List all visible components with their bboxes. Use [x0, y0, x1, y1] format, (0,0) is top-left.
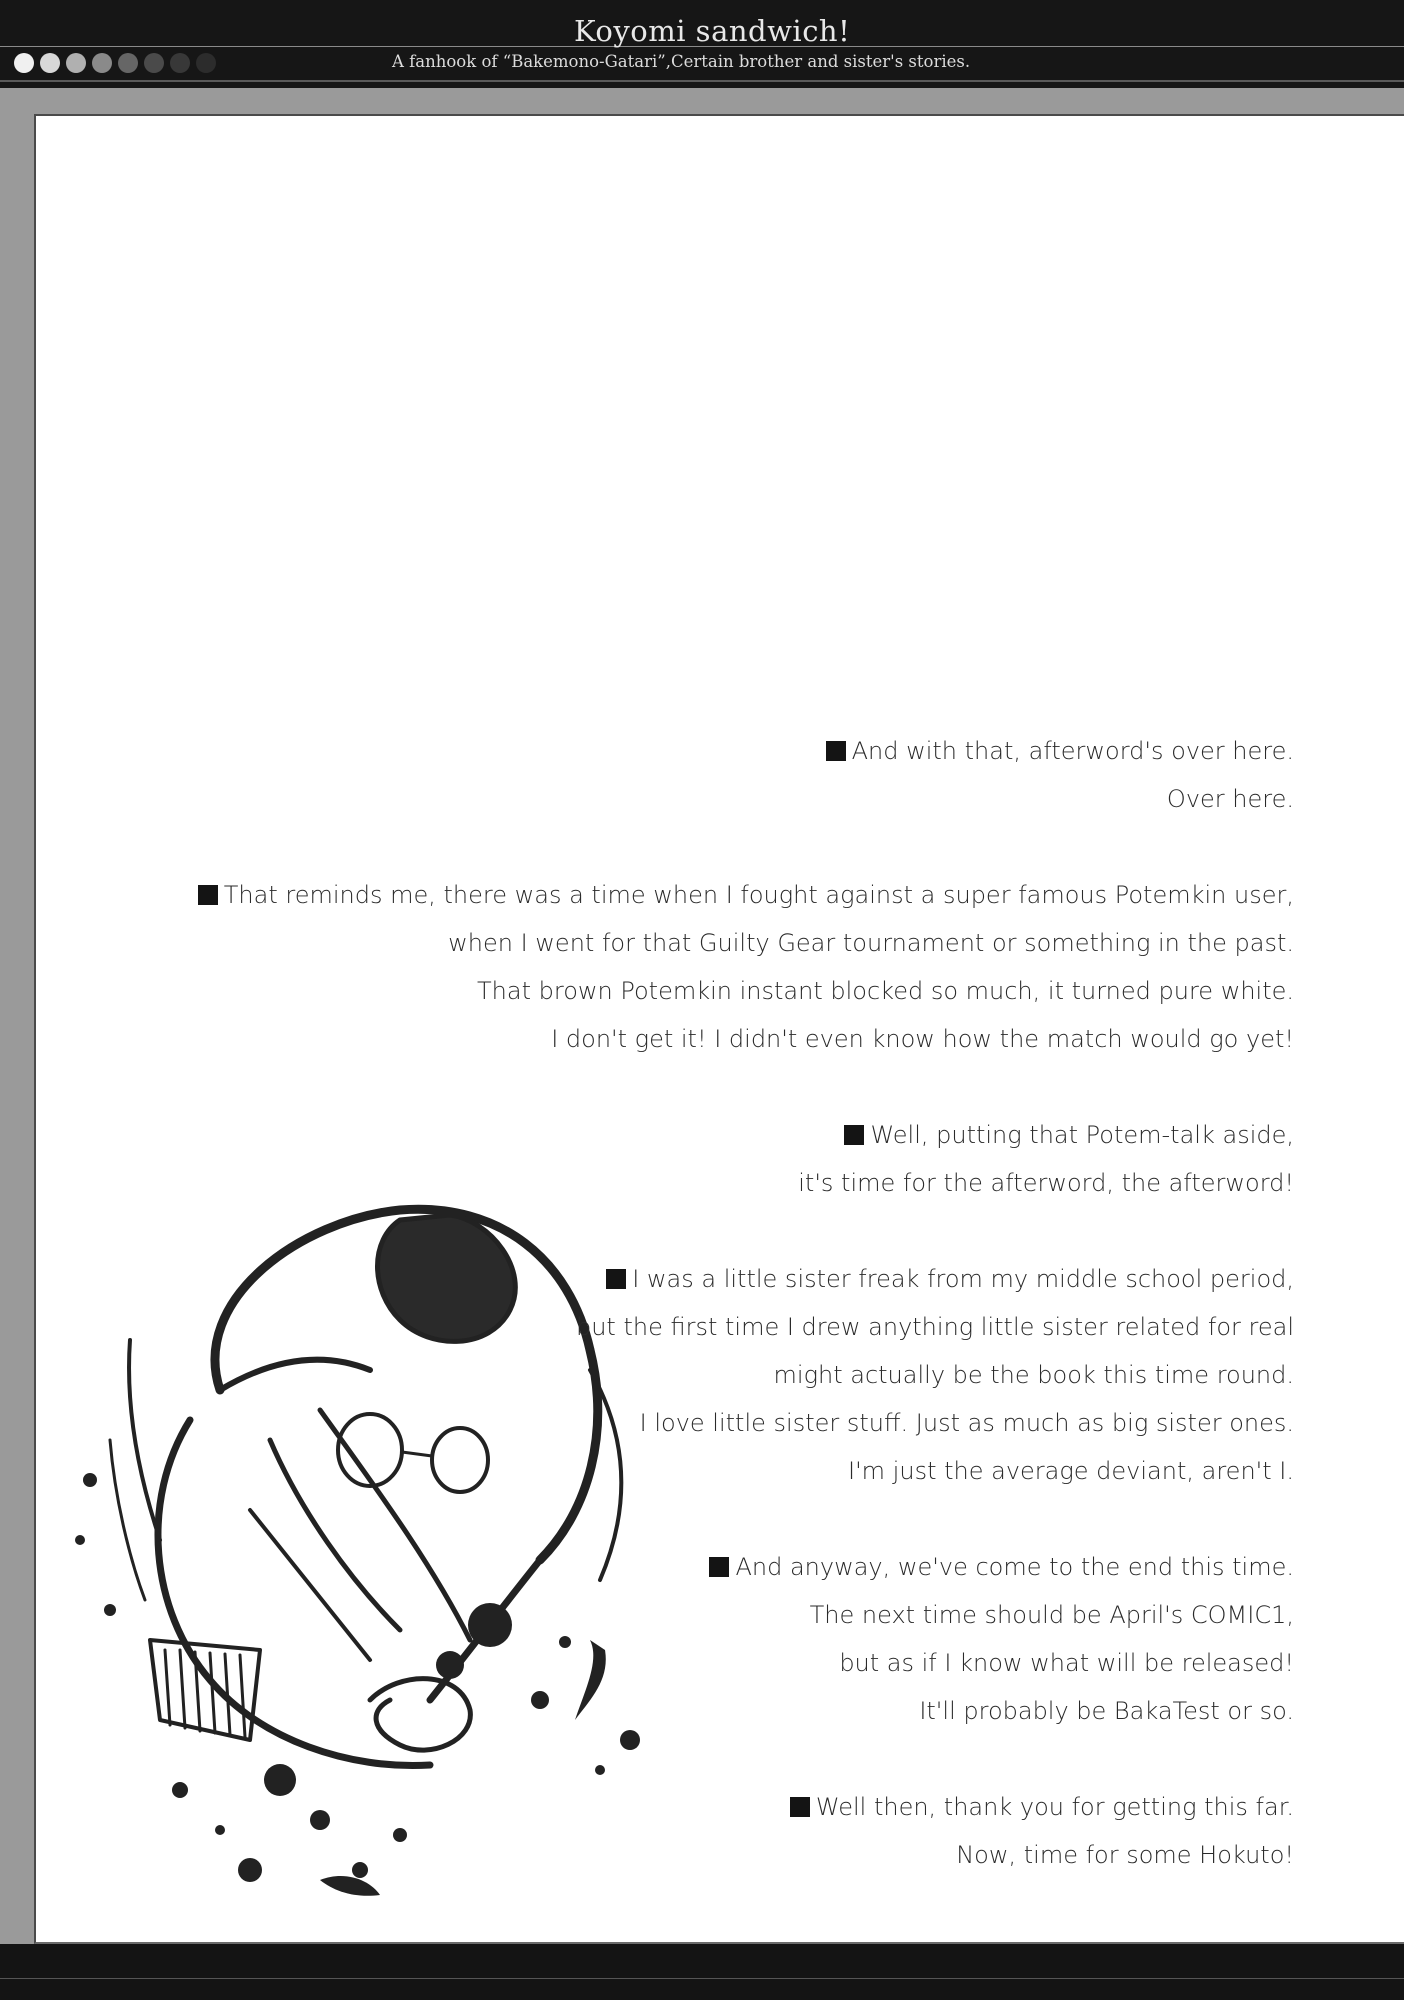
afterword-paragraph: [154, 727, 1294, 823]
afterword-line: [154, 1783, 1294, 1831]
afterword-line-text: when I went for that Guilty Gear tournament or something in the past.: [448, 929, 1294, 957]
afterword-line: [154, 871, 1294, 919]
header-rule-lower: [0, 80, 1404, 82]
afterword-line-text: The next time should be April's COMIC1,: [809, 1601, 1294, 1629]
square-bullet-icon: [198, 885, 218, 905]
footer-band: [0, 1944, 1404, 2000]
book-subtitle: A fanhook of “Bakemono-Gatari”,Certain brother and sister's stories.: [392, 52, 971, 71]
afterword-line: [154, 1015, 1294, 1063]
afterword-line: [154, 775, 1294, 823]
afterword-paragraph: [154, 871, 1294, 1063]
header-dot-row: [14, 52, 216, 74]
header-dot: [14, 53, 34, 73]
afterword-line-text: That brown Potemkin instant blocked so much, it turned pure white.: [477, 977, 1294, 1005]
afterword-paragraph: [154, 1543, 1294, 1735]
afterword-line: [154, 1543, 1294, 1591]
square-bullet-icon: [606, 1269, 626, 1289]
header-dot: [196, 53, 216, 73]
afterword-line: [154, 1255, 1294, 1303]
afterword-line: [154, 1159, 1294, 1207]
afterword-line-text: Well then, thank you for getting this far.: [815, 1793, 1294, 1821]
afterword-line-text: And with that, afterword's over here.: [851, 737, 1294, 765]
afterword-line: [154, 1639, 1294, 1687]
afterword-line-text: I was a little sister freak from my middle school period,: [632, 1265, 1294, 1293]
footer-rule: [0, 1978, 1404, 1979]
afterword-line-text: it's time for the afterword, the afterword!: [798, 1169, 1294, 1197]
square-bullet-icon: [826, 741, 846, 761]
afterword-paragraph: [154, 1783, 1294, 1879]
header-dot: [92, 53, 112, 73]
afterword-line-text: I don't get it! I didn't even know how the match would go yet!: [551, 1025, 1294, 1053]
afterword-line: [154, 1447, 1294, 1495]
afterword-line: [154, 1399, 1294, 1447]
afterword-line-text: Well, putting that Potem-talk aside,: [870, 1121, 1294, 1149]
afterword-line: [154, 1831, 1294, 1879]
afterword-line: [154, 727, 1294, 775]
square-bullet-icon: [709, 1557, 729, 1577]
header-dot: [118, 53, 138, 73]
afterword-line-text: That reminds me, there was a time when I fought against a super famous Potemkin user,: [223, 881, 1294, 909]
afterword-line: [154, 1111, 1294, 1159]
afterword-line-text: but the first time I drew anything little sister related for real: [575, 1313, 1294, 1341]
afterword-line-text: might actually be the book this time round.: [773, 1361, 1294, 1389]
square-bullet-icon: [844, 1125, 864, 1145]
header-dot: [40, 53, 60, 73]
book-title: Koyomi sandwich!: [574, 14, 851, 48]
square-bullet-icon: [790, 1797, 810, 1817]
afterword-line: [154, 1351, 1294, 1399]
afterword-line-text: but as if I know what will be released!: [839, 1649, 1294, 1677]
afterword-line-text: Over here.: [1166, 785, 1294, 813]
afterword-line: [154, 1591, 1294, 1639]
afterword-line-text: And anyway, we've come to the end this time.: [735, 1553, 1294, 1581]
afterword-line: [154, 919, 1294, 967]
afterword-paragraph: [154, 1111, 1294, 1207]
afterword-line: [154, 1303, 1294, 1351]
afterword-line: [154, 1687, 1294, 1735]
afterword-line-text: Now, time for some Hokuto!: [956, 1841, 1294, 1869]
afterword-line-text: It'll probably be BakaTest or so.: [919, 1697, 1294, 1725]
header-dot: [66, 53, 86, 73]
header-dot: [144, 53, 164, 73]
afterword-text: [154, 727, 1294, 1927]
header-dot: [170, 53, 190, 73]
afterword-line: [154, 967, 1294, 1015]
afterword-line-text: I love little sister stuff. Just as much as big sister ones.: [639, 1409, 1294, 1437]
afterword-line-text: I'm just the average deviant, aren't I.: [848, 1457, 1294, 1485]
afterword-paragraph: [154, 1255, 1294, 1495]
